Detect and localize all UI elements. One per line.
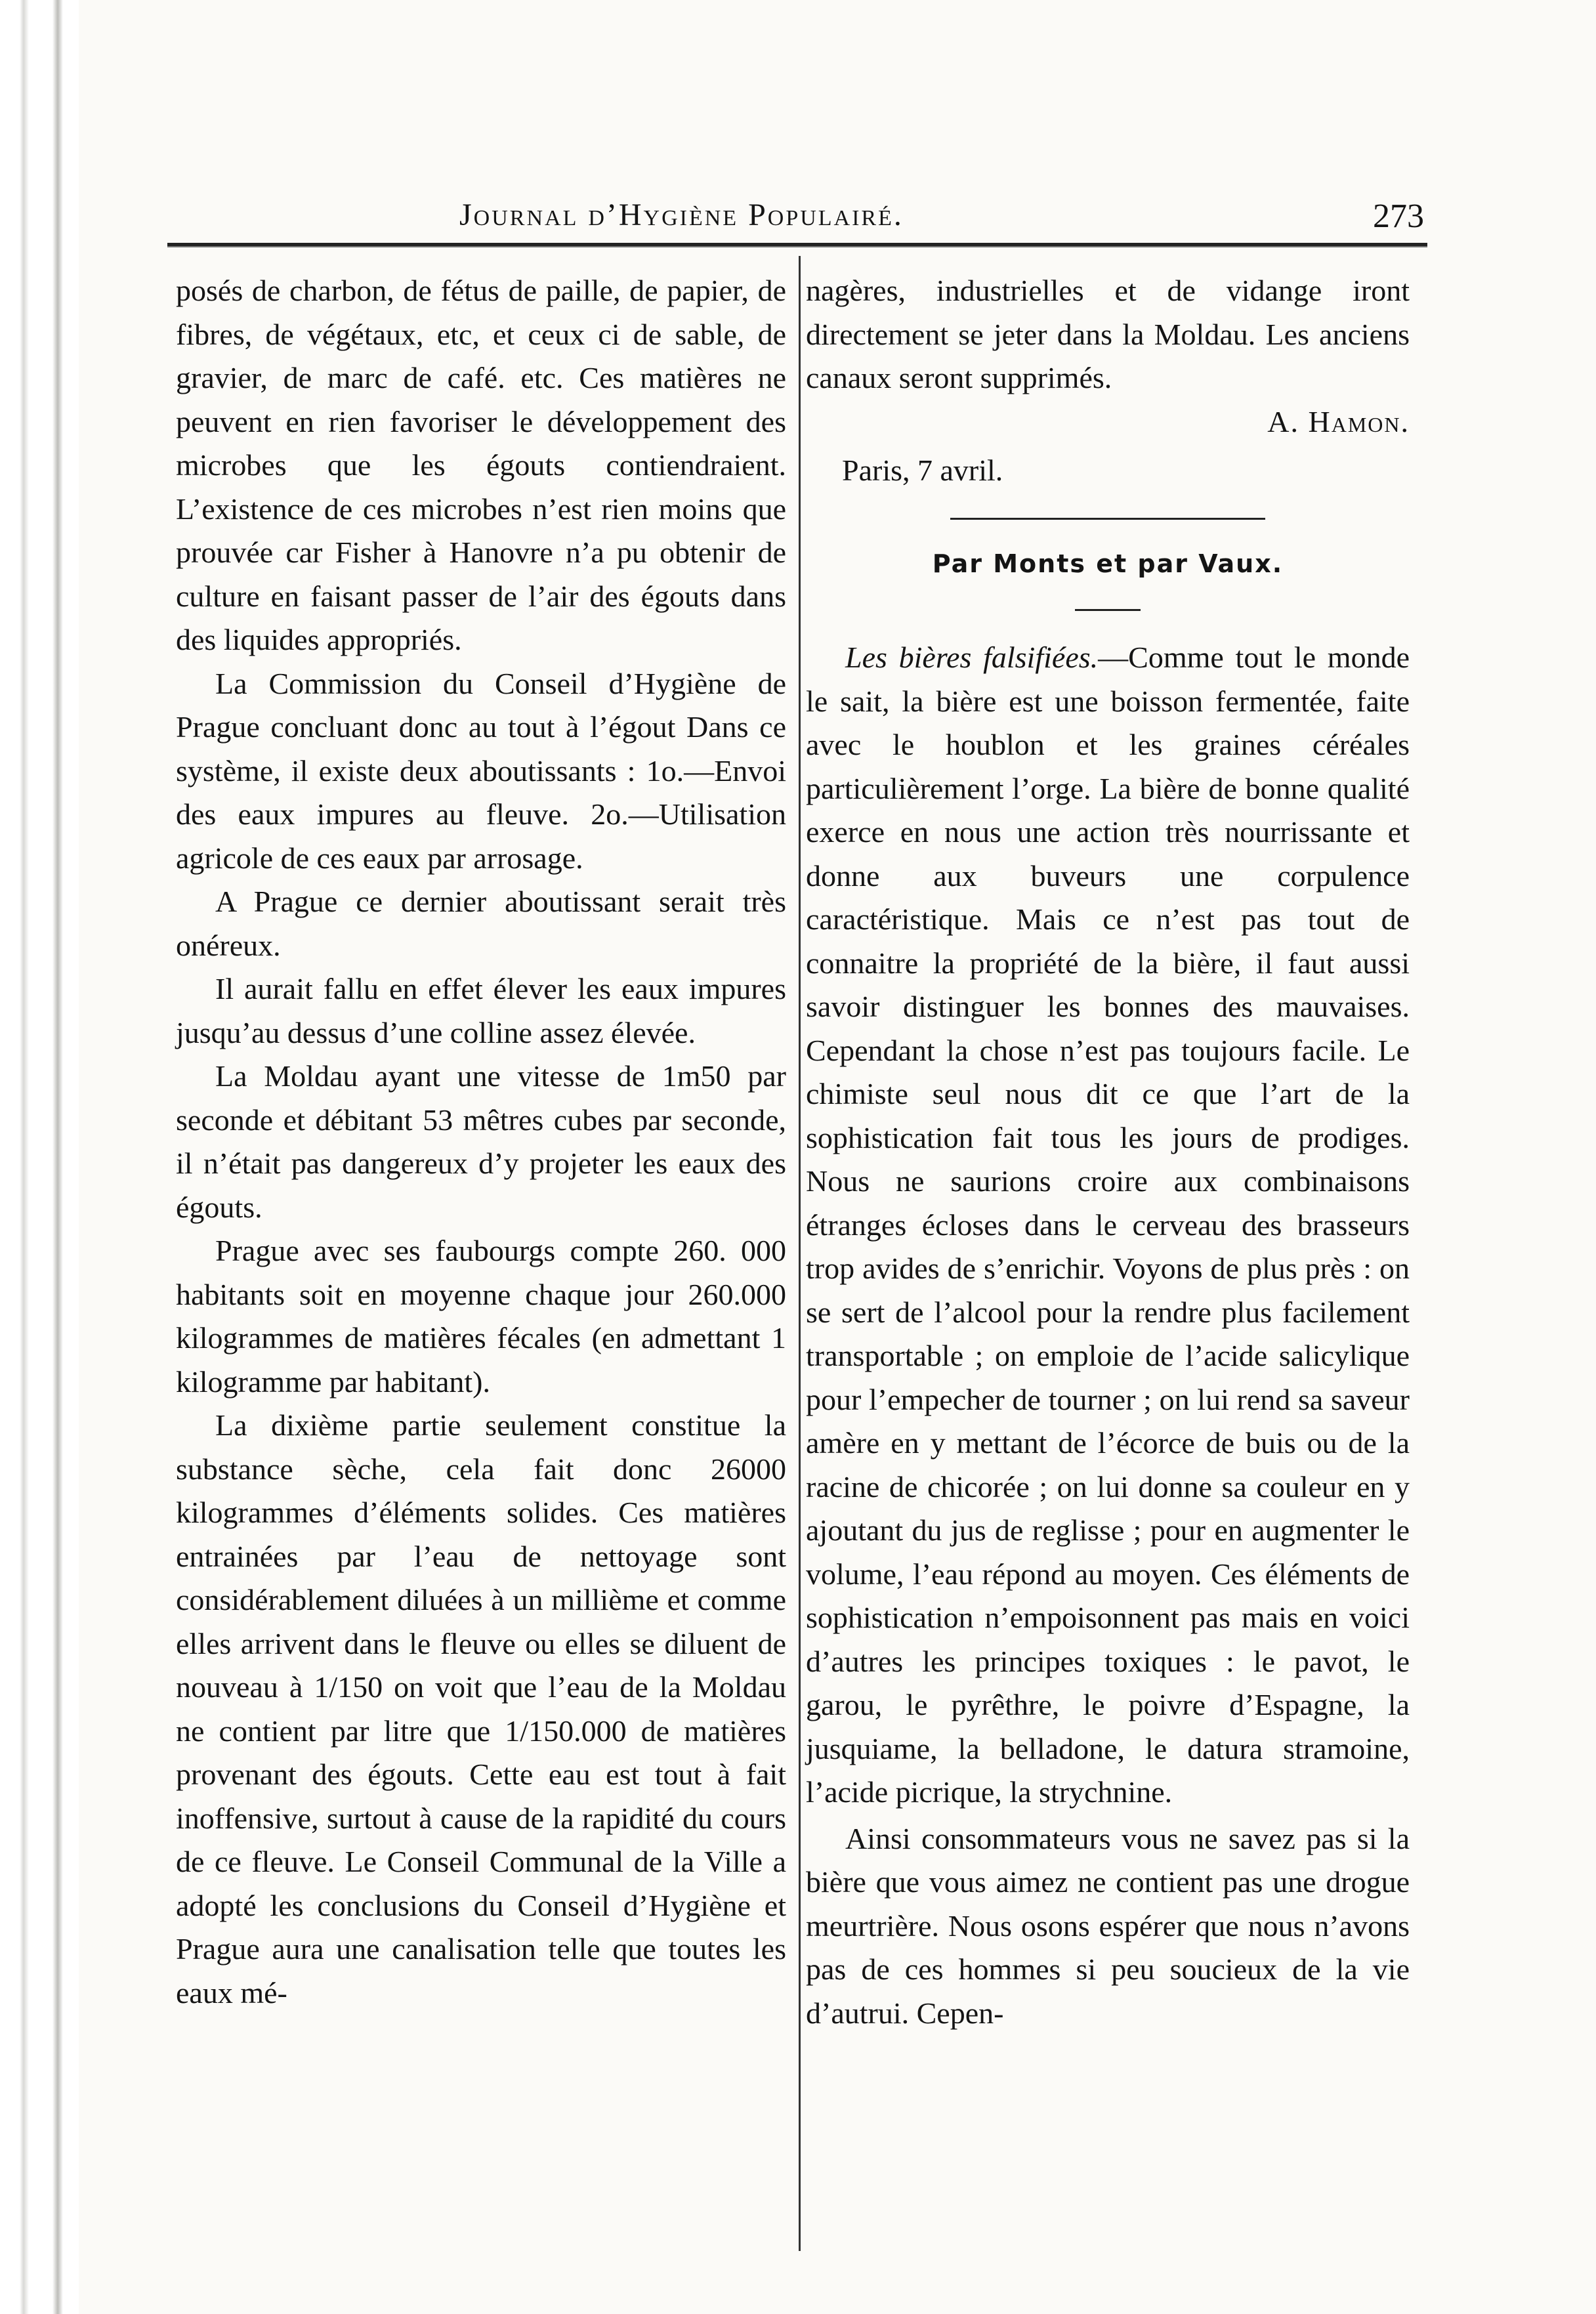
- paragraph: Prague avec ses faubourgs compte 260. 000 habitants soit en moyenne chaque jour 260.000 kilogrammes de matières fécales (en admettant 1 kilogramme par habitant).: [176, 1234, 786, 1399]
- page-binding-edge: [0, 0, 79, 2314]
- paragraph: posés de charbon, de fétus de paille, de papier, de fibres, de végétaux, etc, et ceux ci de sable, de gravier, de marc de café. etc. Ces matières ne peuvent en rien favoriser le développement des microbes que les égouts contiendraient. L’existence de ces microbes n’est rien moins que prouvée car Fisher à Hanovre n’a pu obtenir de culture en faisant passer de l’air des égouts dans des liquides appropriés.: [176, 274, 786, 656]
- article-paragraph: Les bières falsifiées.—Comme tout le monde le sait, la bière est une boisson fermentée, faite avec le houblon et les graines céréales particulièrement l’orge. La bière de bonne qualité exerce en nous une action très nourrissante et donne aux buveurs une corpulence caractéristique. Mais ce n’est pas tout de connaitre la propriété de la bière, il faut aussi savoir distinguer les bonnes des mauvaises. Cependant la chose n’est pas toujours facile. Le chimiste seul nous dit ce que l’art de la sophistication fait tous les jours de prodiges. Nous ne saurions croire aux combinaisons étranges écloses dans le cerveau des brasseurs trop avides de s’enrichir. Voyons de plus près : on se sert de l’alcool pour la rendre plus facilement transportable ; on emploie de l’acide salicylique pour l’empecher de tourner ; on lui rend sa saveur amère en y mettant de l’écorce de buis ou de la racine de chicorée ; on lui donne sa couleur en y ajoutant du jus de reglisse ; pour en augmenter le volume, l’eau répond au moyen. Ces éléments de sophistication n’empoisonnent pas mais en voici d’autres les principes toxiques : le pavot, le garou, le pyrêthre, le poivre d’Espagne, la jusquiame, la belladone, le datura stramoine, l’acide picrique, la strychnine.: [806, 641, 1410, 1809]
- running-header: [459, 197, 1424, 236]
- paragraph: A Prague ce dernier aboutissant serait très onéreux.: [176, 885, 786, 962]
- left-column: [176, 269, 786, 2015]
- page-number: 273: [1373, 198, 1424, 235]
- short-rule: [1075, 609, 1141, 611]
- section-rule: [950, 518, 1265, 520]
- paragraph: nagères, industrielles et de vidange iront directement se jeter dans la Moldau. Les anciens canaux seront supprimés.: [806, 274, 1410, 394]
- article-paragraph: Ainsi consommateurs vous ne savez pas si la bière que vous aimez ne contient pas une drogue meurtrière. Nous osons espérer que nous n’avons pas de ces hommes si peu soucieux de la vie d’autrui. Cepen-: [806, 1821, 1410, 2030]
- section-heading: Par Monts et par Vaux.: [932, 549, 1284, 578]
- paragraph: La dixième partie seulement constitue la substance sèche, cela fait donc 26000 kilogrammes d’éléments solides. Ces matières entrainées par l’eau de nettoyage sont considérablement diluées à un millième et comme elles arrivent dans le fleuve ou elles se diluent de nouveau à 1/150 on voit que l’eau de la Moldau ne contient par litre que 1/150.000 de matières provenant des égouts. Cette eau est tout à fait inoffensive, surtout à cause de la rapidité du cours de ce fleuve. Le Conseil Communal de la Ville a adopté les conclusions du Conseil d’Hygiène et Prague aura une canalisation telle que toutes les eaux mé-: [176, 1408, 786, 2009]
- article-title: Les bières falsifiées.: [845, 641, 1099, 674]
- right-column: [806, 269, 1410, 2035]
- paragraph: La Commission du Conseil d’Hygiène de Prague concluant donc au tout à l’égout Dans ce système, il existe deux aboutissants : 1o.—Envoi des eaux impures au fleuve. 2o.—Utilisation agricole de ces eaux par arrosage.: [176, 666, 786, 875]
- dateline: Paris, 7 avril.: [842, 453, 1003, 487]
- paragraph: La Moldau ayant une vitesse de 1m50 par seconde et débitant 53 mêtres cubes par seconde, il n’était pas dangereux d’y projeter les eaux des égouts.: [176, 1059, 786, 1224]
- header-rule: [167, 243, 1427, 247]
- paragraph: Il aurait fallu en effet élever les eaux impures jusqu’au dessus d’une colline assez élevée.: [176, 972, 786, 1049]
- author-signature: A. Hamon.: [1267, 404, 1410, 438]
- column-divider: [799, 256, 801, 2251]
- journal-title: Journal d’Hygiène Populairé.: [459, 198, 904, 232]
